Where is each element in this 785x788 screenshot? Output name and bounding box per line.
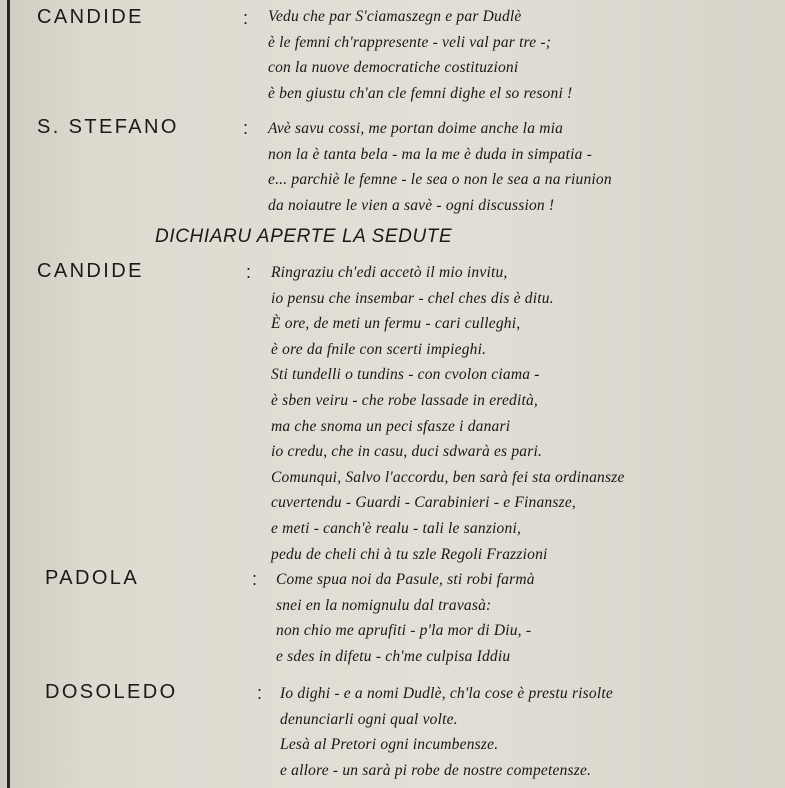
- dialogue-line: denunciarli ogni qual volte.: [280, 710, 458, 728]
- dialogue-line: Vedu che par S'ciamaszegn e par Dudlè: [268, 8, 522, 25]
- dialogue-line: cuvertendu - Guardi - Carabinieri - e Finansze,: [271, 494, 576, 512]
- speaker-colon: :: [243, 118, 249, 138]
- dialogue-line: è ben giustu ch'an cle femni dighe el so resoni !: [268, 84, 573, 102]
- dialogue-lines: [268, 4, 572, 106]
- dialogue-line: Sti tundelli o tundins - con cvolon ciama -: [271, 366, 540, 384]
- dialogue-line: da noiautre le vien a savè - ogni discussion !: [268, 196, 555, 214]
- dialogue-line: e... parchiè le femne - le sea o non le sea a na riunion: [268, 171, 612, 189]
- dialogue-lines: [280, 681, 613, 783]
- dialogue-line: non chio me aprufiti - p'la mor di Diu, -: [276, 622, 532, 640]
- left-margin-rule: [7, 0, 10, 788]
- dialogue-line: Comunqui, Salvo l'accordu, ben sarà fei sta ordinansze: [271, 468, 625, 486]
- dialogue-line: io credu, che in casu, duci sdwarà es pari.: [271, 443, 543, 461]
- dialogue-line: e meti - canch'è realu - tali le sanzioni,: [271, 519, 522, 537]
- dialogue-lines: [268, 116, 612, 218]
- section-heading: DICHIARU APERTE LA SEDUTE: [155, 226, 453, 247]
- dialogue-line: Ringraziu ch'edi accetò il mio invitu,: [271, 264, 508, 281]
- speaker-colon: :: [243, 8, 249, 28]
- dialogue-lines: [276, 567, 535, 669]
- speaker-name: DOSOLEDO: [45, 681, 178, 703]
- dialogue-line: Come spua noi da Pasule, sti robi farmà: [276, 571, 535, 588]
- speaker-name: CANDIDE: [37, 6, 144, 28]
- dialogue-line: e allore - un sarà pi robe de nostre competensze.: [280, 761, 592, 779]
- dialogue-line: è ore da fnile con scerti impieghi.: [271, 340, 487, 358]
- speaker-colon: :: [246, 262, 252, 282]
- speaker-name: S. STEFANO: [37, 116, 179, 138]
- dialogue-line: è le femni ch'rappresente - veli val par tre -;: [268, 33, 552, 51]
- dialogue-line: e sdes in difetu - ch'me culpisa Iddiu: [276, 647, 511, 665]
- speaker-name: PADOLA: [45, 567, 140, 589]
- dialogue-line: Lesà al Pretori ogni incumbensze.: [280, 736, 499, 754]
- speaker-colon: :: [257, 683, 263, 703]
- dialogue-line: ma che snoma un peci sfasze i danari: [271, 417, 511, 435]
- dialogue-line: È ore, de meti un fermu - cari culleghi,: [271, 315, 521, 333]
- dialogue-line: pedu de cheli chi à tu szle Regoli Frazzioni: [271, 545, 548, 563]
- dialogue-line: con la nuove democratiche costituzioni: [268, 59, 519, 77]
- dialogue-lines: [271, 260, 625, 567]
- speaker-colon: :: [252, 569, 258, 589]
- dialogue-line: è sben veiru - che robe lassade in eredità,: [271, 391, 539, 409]
- dialogue-line: io pensu che insembar - chel ches dis è ditu.: [271, 289, 554, 307]
- dialogue-line: Avè savu cossi, me portan doime anche la mia: [268, 120, 564, 137]
- dialogue-line: Io dighi - e a nomi Dudlè, ch'la cose è prestu risolte: [280, 685, 613, 702]
- speaker-name: CANDIDE: [37, 260, 144, 282]
- dialogue-line: snei en la nomignulu dal travasà:: [276, 596, 492, 614]
- dialogue-line: non la è tanta bela - ma la me è duda in simpatia -: [268, 145, 593, 163]
